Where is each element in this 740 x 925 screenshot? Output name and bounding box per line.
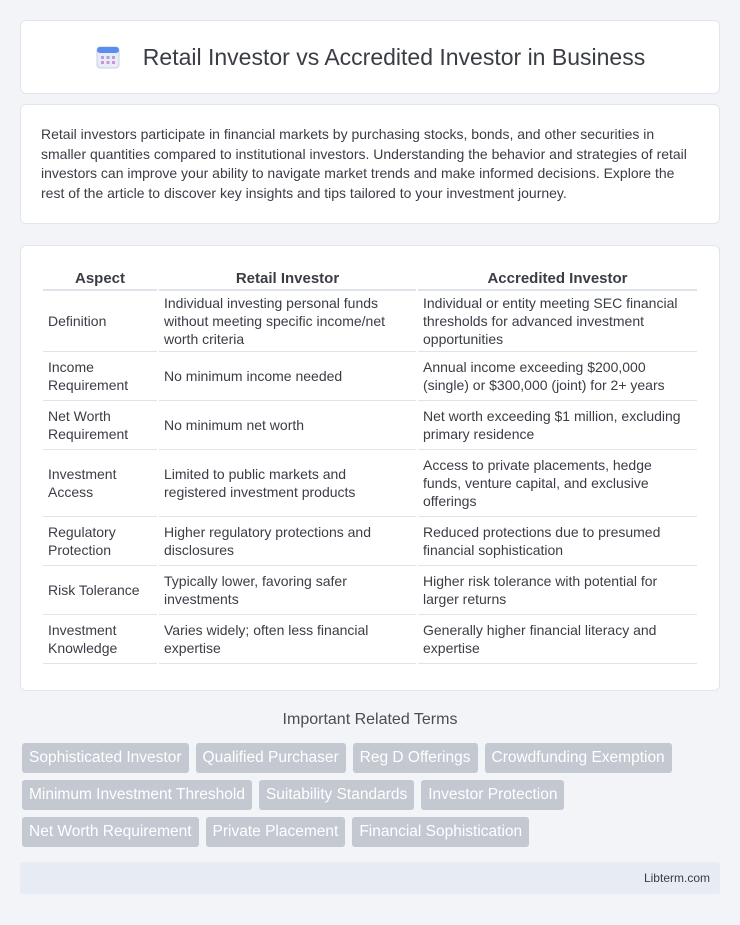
page-title: Retail Investor vs Accredited Investor in Business <box>142 43 646 70</box>
cell-aspect: Income Requirement <box>43 352 157 401</box>
term-tag[interactable]: Qualified Purchaser <box>196 743 346 773</box>
cell-accredited: Reduced protections due to presumed financial sophistication <box>418 517 697 566</box>
cell-retail: No minimum net worth <box>159 401 416 450</box>
intro-card <box>20 104 720 224</box>
cell-accredited: Access to private placements, hedge funds, venture capital, and exclusive offerings <box>418 450 697 517</box>
cell-accredited: Higher risk tolerance with potential for larger returns <box>418 566 697 615</box>
footer <box>20 862 720 894</box>
term-tag[interactable]: Minimum Investment Threshold <box>22 780 252 810</box>
footer-site-link[interactable]: Libterm.com <box>643 871 710 885</box>
cell-aspect: Risk Tolerance <box>43 566 157 615</box>
term-tag[interactable]: Crowdfunding Exemption <box>485 743 672 773</box>
term-tag[interactable]: Private Placement <box>206 817 346 847</box>
cell-aspect: Net Worth Requirement <box>43 401 157 450</box>
cell-aspect: Investment Access <box>43 450 157 517</box>
cell-retail: Higher regulatory protections and disclosures <box>159 517 416 566</box>
cell-aspect: Investment Knowledge <box>43 615 157 664</box>
cell-retail: Varies widely; often less financial expertise <box>159 615 416 664</box>
intro-paragraph: Retail investors participate in financial markets by purchasing stocks, bonds, and other securities in smaller quantities compared to institutional investors. Understanding the behavior and strategies of retail investors can improve your ability to navigate market trends and make informed decisions. Explore the rest of the article to discover key insights and tips tailored to your investment journey. <box>41 126 687 201</box>
term-row <box>22 817 722 847</box>
related-terms <box>22 743 722 854</box>
cell-retail: Individual investing personal funds without meeting specific income/net worth criteria <box>159 291 416 352</box>
table-row <box>43 450 697 517</box>
term-tag[interactable]: Sophisticated Investor <box>22 743 189 773</box>
table-header-row <box>43 266 697 291</box>
column-header-retail: Retail Investor <box>159 266 416 291</box>
table-row <box>43 615 697 664</box>
table-row <box>43 401 697 450</box>
cell-accredited: Individual or entity meeting SEC financial thresholds for advanced investment opportunities <box>418 291 697 352</box>
cell-retail: Limited to public markets and registered investment products <box>159 450 416 517</box>
title-card <box>20 20 720 94</box>
cell-accredited: Annual income exceeding $200,000 (single) or $300,000 (joint) for 2+ years <box>418 352 697 401</box>
term-tag[interactable]: Net Worth Requirement <box>22 817 199 847</box>
term-tag[interactable]: Investor Protection <box>421 780 564 810</box>
term-tag[interactable]: Financial Sophistication <box>352 817 529 847</box>
cell-accredited: Generally higher financial literacy and expertise <box>418 615 697 664</box>
cell-aspect: Definition <box>43 291 157 352</box>
table-row <box>43 566 697 615</box>
comparison-card <box>20 245 720 691</box>
column-header-accredited: Accredited Investor <box>418 266 697 291</box>
comparison-table <box>41 266 699 664</box>
term-row <box>22 780 722 810</box>
table-row <box>43 517 697 566</box>
calendar-icon <box>95 44 121 70</box>
term-tag[interactable]: Reg D Offerings <box>353 743 478 773</box>
related-terms-heading: Important Related Terms <box>282 711 458 728</box>
table-row <box>43 352 697 401</box>
cell-aspect: Regulatory Protection <box>43 517 157 566</box>
cell-retail: No minimum income needed <box>159 352 416 401</box>
table-row <box>43 291 697 352</box>
cell-accredited: Net worth exceeding $1 million, excluding primary residence <box>418 401 697 450</box>
term-tag[interactable]: Suitability Standards <box>259 780 414 810</box>
column-header-aspect: Aspect <box>43 266 157 291</box>
term-row <box>22 743 722 773</box>
cell-retail: Typically lower, favoring safer investments <box>159 566 416 615</box>
